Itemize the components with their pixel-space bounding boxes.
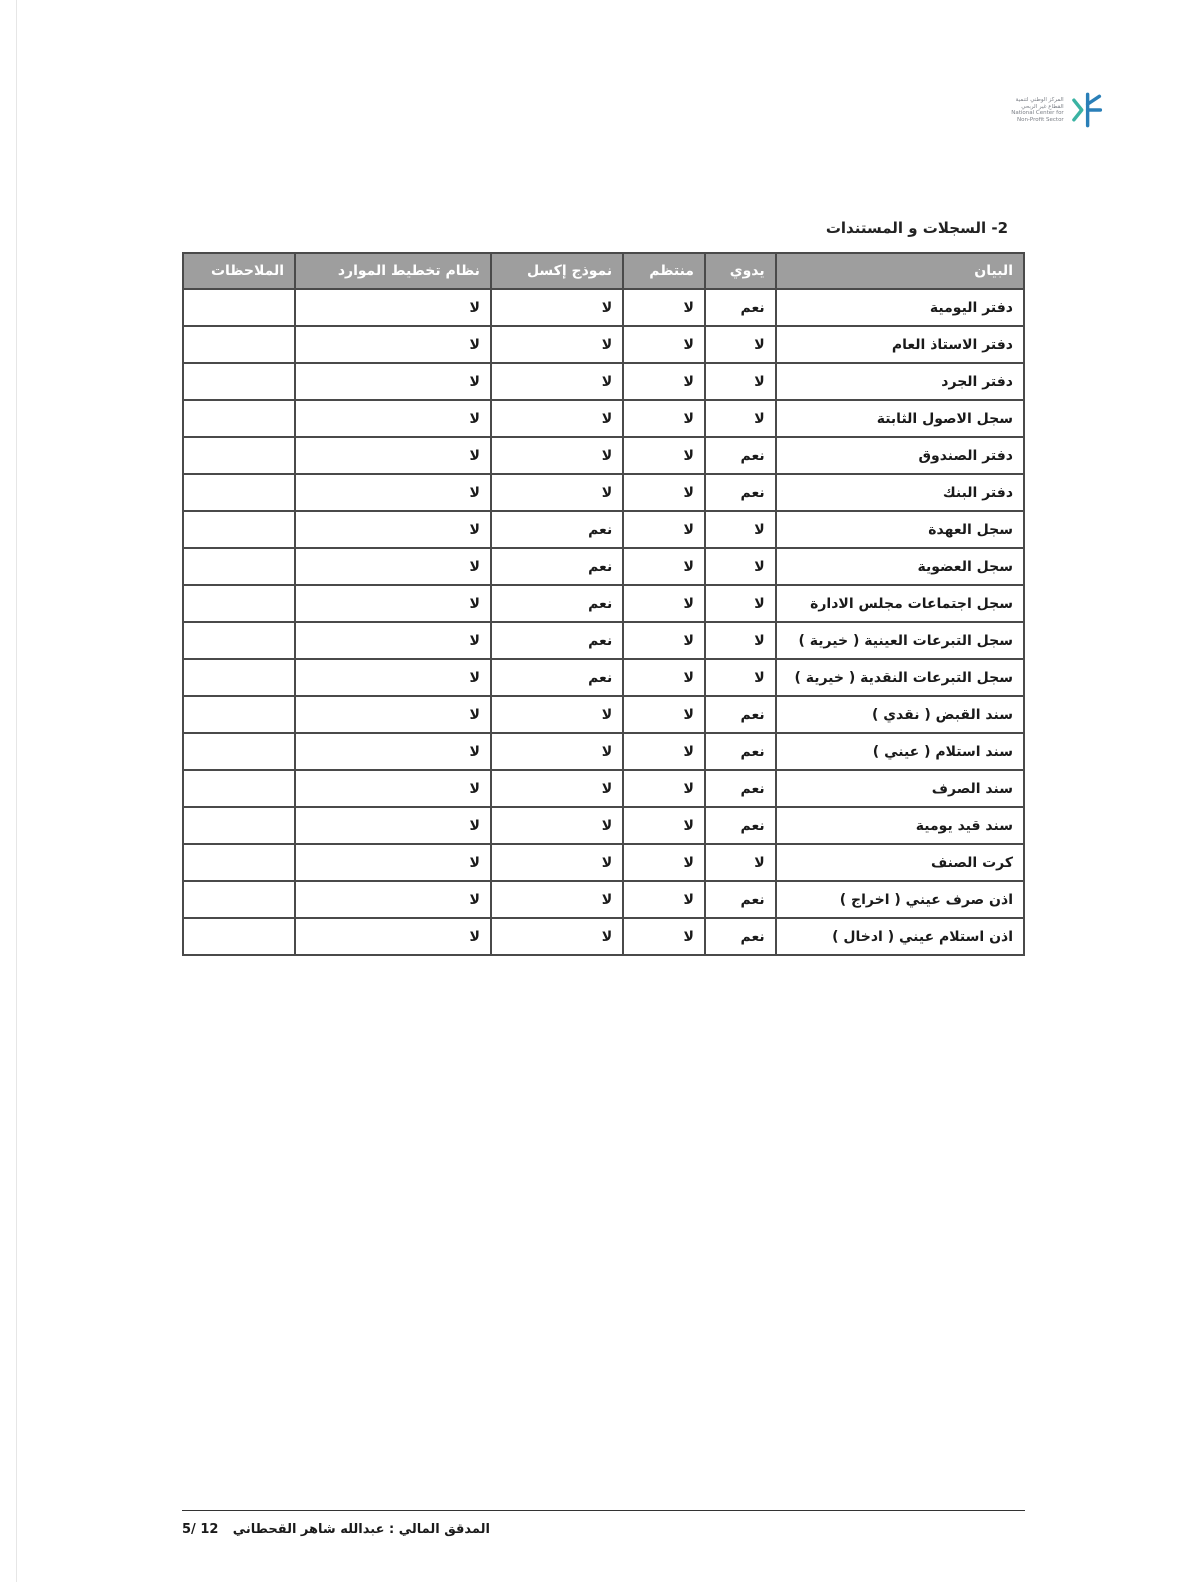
cell-erp: لا	[295, 400, 491, 437]
logo-text	[1003, 97, 1064, 123]
cell-excel: لا	[491, 844, 623, 881]
cell-organized: لا	[623, 770, 705, 807]
cell-erp: لا	[295, 733, 491, 770]
cell-manual: نعم	[705, 807, 776, 844]
cell-item: سجل العهدة	[776, 511, 1024, 548]
cell-erp: لا	[295, 844, 491, 881]
cell-item: كرت الصنف	[776, 844, 1024, 881]
table-row	[183, 363, 1024, 400]
cell-organized: لا	[623, 400, 705, 437]
table-row	[183, 511, 1024, 548]
cell-manual: لا	[705, 548, 776, 585]
table-row	[183, 696, 1024, 733]
cell-manual: لا	[705, 511, 776, 548]
cell-organized: لا	[623, 696, 705, 733]
header-statement: البيان	[776, 253, 1024, 289]
cell-item: اذن استلام عيني ( ادخال )	[776, 918, 1024, 955]
table-row	[183, 548, 1024, 585]
table-row	[183, 733, 1024, 770]
header-excel: نموذج إكسل	[491, 253, 623, 289]
table-row	[183, 770, 1024, 807]
cell-item: دفتر البنك	[776, 474, 1024, 511]
cell-excel: لا	[491, 733, 623, 770]
table-row	[183, 400, 1024, 437]
footer-divider	[182, 1510, 1025, 1511]
cell-item: دفتر الجرد	[776, 363, 1024, 400]
cell-notes	[183, 289, 295, 326]
cell-notes	[183, 437, 295, 474]
cell-item: دفتر الصندوق	[776, 437, 1024, 474]
cell-erp: لا	[295, 770, 491, 807]
cell-organized: لا	[623, 807, 705, 844]
table-row	[183, 807, 1024, 844]
page-number: 5/ 12	[182, 1522, 219, 1537]
cell-notes	[183, 585, 295, 622]
section-title: 2- السجلات و المستندات	[825, 219, 1008, 237]
ncnp-logo-icon	[1070, 90, 1103, 130]
table-row	[183, 326, 1024, 363]
cell-notes	[183, 696, 295, 733]
table-row	[183, 289, 1024, 326]
cell-manual: نعم	[705, 696, 776, 733]
cell-erp: لا	[295, 548, 491, 585]
cell-excel: لا	[491, 881, 623, 918]
logo-line: Non-Profit Sector	[1016, 116, 1064, 123]
cell-excel: نعم	[491, 511, 623, 548]
cell-erp: لا	[295, 696, 491, 733]
cell-manual: لا	[705, 326, 776, 363]
cell-organized: لا	[623, 326, 705, 363]
cell-notes	[183, 770, 295, 807]
cell-organized: لا	[623, 918, 705, 955]
cell-item: سند قيد يومية	[776, 807, 1024, 844]
cell-manual: لا	[705, 622, 776, 659]
cell-manual: لا	[705, 363, 776, 400]
cell-organized: لا	[623, 659, 705, 696]
cell-organized: لا	[623, 289, 705, 326]
cell-notes	[183, 881, 295, 918]
cell-item: سجل الاصول الثابتة	[776, 400, 1024, 437]
cell-manual: لا	[705, 844, 776, 881]
cell-excel: لا	[491, 474, 623, 511]
cell-erp: لا	[295, 326, 491, 363]
cell-erp: لا	[295, 622, 491, 659]
cell-excel: لا	[491, 770, 623, 807]
cell-erp: لا	[295, 585, 491, 622]
cell-organized: لا	[623, 733, 705, 770]
cell-organized: لا	[623, 585, 705, 622]
table-row	[183, 622, 1024, 659]
cell-notes	[183, 844, 295, 881]
footer-auditor: المدقق المالي : عبدالله شاهر القحطاني	[232, 1522, 490, 1537]
cell-erp: لا	[295, 511, 491, 548]
cell-erp: لا	[295, 474, 491, 511]
cell-manual: نعم	[705, 881, 776, 918]
cell-organized: لا	[623, 511, 705, 548]
cell-organized: لا	[623, 363, 705, 400]
cell-excel: لا	[491, 363, 623, 400]
cell-manual: نعم	[705, 289, 776, 326]
logo	[1003, 88, 1103, 132]
table-row	[183, 918, 1024, 955]
cell-organized: لا	[623, 548, 705, 585]
cell-organized: لا	[623, 474, 705, 511]
cell-notes	[183, 474, 295, 511]
cell-notes	[183, 326, 295, 363]
header-organized: منتظم	[623, 253, 705, 289]
cell-item: سند استلام ( عيني )	[776, 733, 1024, 770]
cell-item: دفتر اليومية	[776, 289, 1024, 326]
cell-excel: نعم	[491, 659, 623, 696]
cell-notes	[183, 622, 295, 659]
cell-erp: لا	[295, 881, 491, 918]
cell-excel: نعم	[491, 585, 623, 622]
cell-excel: لا	[491, 400, 623, 437]
cell-item: سجل اجتماعات مجلس الادارة	[776, 585, 1024, 622]
cell-erp: لا	[295, 807, 491, 844]
cell-organized: لا	[623, 844, 705, 881]
cell-notes	[183, 807, 295, 844]
cell-notes	[183, 918, 295, 955]
cell-excel: لا	[491, 918, 623, 955]
cell-item: سجل التبرعات النقدية ( خيرية )	[776, 659, 1024, 696]
cell-item: سجل العضوية	[776, 548, 1024, 585]
cell-excel: نعم	[491, 548, 623, 585]
cell-excel: لا	[491, 807, 623, 844]
cell-notes	[183, 511, 295, 548]
cell-excel: لا	[491, 289, 623, 326]
cell-erp: لا	[295, 659, 491, 696]
table-row	[183, 585, 1024, 622]
cell-erp: لا	[295, 918, 491, 955]
cell-manual: نعم	[705, 733, 776, 770]
logo-line: القطاع غير الربحي	[1021, 103, 1064, 110]
cell-erp: لا	[295, 437, 491, 474]
cell-manual: لا	[705, 659, 776, 696]
cell-notes	[183, 548, 295, 585]
cell-manual: لا	[705, 400, 776, 437]
cell-item: اذن صرف عيني ( اخراج )	[776, 881, 1024, 918]
table-header-row	[183, 253, 1024, 289]
header-erp: نظام تخطيط الموارد	[295, 253, 491, 289]
cell-organized: لا	[623, 881, 705, 918]
cell-erp: لا	[295, 363, 491, 400]
cell-manual: نعم	[705, 918, 776, 955]
cell-notes	[183, 363, 295, 400]
table-row	[183, 437, 1024, 474]
cell-notes	[183, 400, 295, 437]
logo-line: National Center for	[1011, 110, 1064, 116]
cell-manual: نعم	[705, 770, 776, 807]
cell-item: سند القبض ( نقدي )	[776, 696, 1024, 733]
cell-notes	[183, 733, 295, 770]
cell-excel: لا	[491, 437, 623, 474]
header-notes: الملاحظات	[183, 253, 295, 289]
header-manual: يدوي	[705, 253, 776, 289]
cell-manual: نعم	[705, 437, 776, 474]
cell-excel: نعم	[491, 622, 623, 659]
cell-item: سجل التبرعات العينية ( خيرية )	[776, 622, 1024, 659]
table-row	[183, 881, 1024, 918]
table-row	[183, 474, 1024, 511]
cell-excel: لا	[491, 326, 623, 363]
table-row	[183, 659, 1024, 696]
cell-excel: لا	[491, 696, 623, 733]
cell-item: سند الصرف	[776, 770, 1024, 807]
records-table	[182, 252, 1025, 956]
table-row	[183, 844, 1024, 881]
cell-erp: لا	[295, 289, 491, 326]
cell-item: دفتر الاستاذ العام	[776, 326, 1024, 363]
cell-notes	[183, 659, 295, 696]
cell-manual: لا	[705, 585, 776, 622]
cell-manual: نعم	[705, 474, 776, 511]
cell-organized: لا	[623, 437, 705, 474]
logo-line: المركز الوطني لتنمية	[1015, 97, 1064, 103]
cell-organized: لا	[623, 622, 705, 659]
